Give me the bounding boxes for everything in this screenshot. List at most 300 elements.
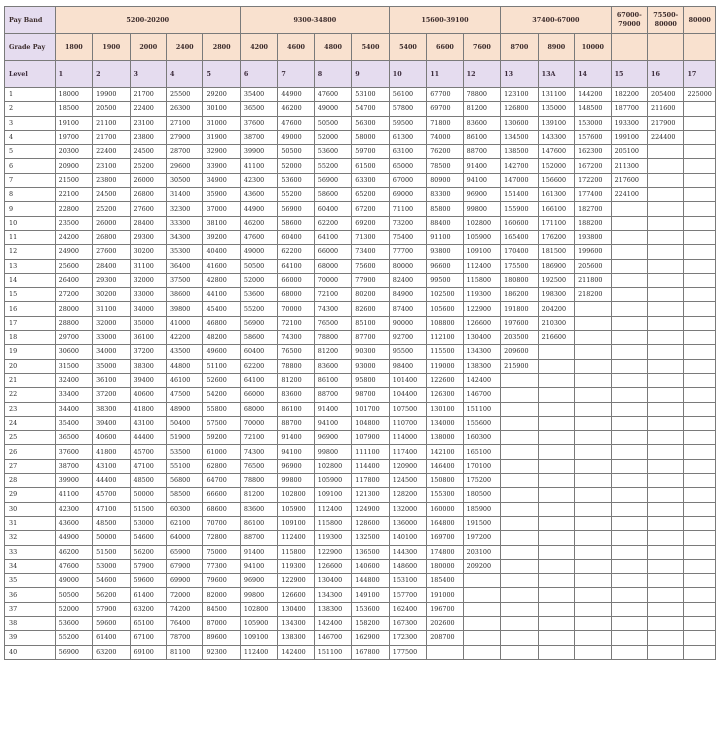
pay-cell: 24200 <box>55 230 92 244</box>
pay-cell <box>575 616 611 630</box>
level-cell: 16 <box>648 61 684 88</box>
pay-cell: 199600 <box>575 245 611 259</box>
pay-cell: 30100 <box>203 102 240 116</box>
pay-cell: 132500 <box>352 531 390 545</box>
pay-cell: 62100 <box>166 516 202 530</box>
pay-cell <box>648 616 684 630</box>
pay-cell: 88700 <box>240 531 277 545</box>
pay-cell: 41800 <box>93 445 130 459</box>
pay-cell: 169700 <box>427 531 463 545</box>
pay-cell: 119300 <box>278 559 314 573</box>
row-index-cell: 37 <box>5 602 56 616</box>
pay-cell: 185400 <box>427 574 463 588</box>
pay-cell: 160300 <box>463 431 501 445</box>
pay-cell <box>648 559 684 573</box>
pay-cell <box>611 545 647 559</box>
pay-cell: 81200 <box>463 102 501 116</box>
pay-cell: 83300 <box>427 188 463 202</box>
pay-band-cell: 80000 <box>684 7 716 34</box>
pay-cell <box>684 502 716 516</box>
pay-cell: 28800 <box>55 316 92 330</box>
pay-cell: 26400 <box>55 273 92 287</box>
pay-cell <box>501 502 538 516</box>
pay-cell: 74300 <box>240 445 277 459</box>
pay-matrix-table <box>4 6 716 660</box>
pay-cell: 128200 <box>389 488 426 502</box>
pay-cell <box>575 459 611 473</box>
pay-cell: 153600 <box>352 602 390 616</box>
pay-cell <box>463 588 501 602</box>
level-row <box>5 61 716 88</box>
pay-cell: 65200 <box>352 188 390 202</box>
pay-cell: 167800 <box>352 645 390 659</box>
pay-cell: 119000 <box>427 359 463 373</box>
pay-cell: 29600 <box>166 159 202 173</box>
pay-cell: 82600 <box>352 302 390 316</box>
pay-cell: 53600 <box>278 173 314 187</box>
table-row <box>5 645 716 659</box>
pay-cell: 94100 <box>240 559 277 573</box>
pay-cell <box>611 273 647 287</box>
pay-cell: 45400 <box>203 302 240 316</box>
pay-cell: 140100 <box>389 531 426 545</box>
level-cell: 13 <box>501 61 538 88</box>
pay-cell: 71800 <box>427 116 463 130</box>
pay-cell: 102800 <box>278 488 314 502</box>
pay-cell: 47600 <box>278 116 314 130</box>
pay-cell: 38300 <box>130 359 166 373</box>
pay-cell <box>501 431 538 445</box>
pay-cell: 115500 <box>427 345 463 359</box>
table-row <box>5 331 716 345</box>
pay-cell <box>501 531 538 545</box>
pay-cell <box>611 402 647 416</box>
table-row <box>5 516 716 530</box>
pay-cell: 34400 <box>55 402 92 416</box>
pay-cell: 42300 <box>240 173 277 187</box>
pay-cell <box>501 474 538 488</box>
pay-cell: 33000 <box>130 288 166 302</box>
pay-cell <box>611 431 647 445</box>
pay-cell: 27200 <box>55 288 92 302</box>
pay-cell: 50500 <box>314 116 351 130</box>
pay-cell: 162900 <box>352 631 390 645</box>
grade-pay-cell: 2000 <box>130 34 166 61</box>
pay-cell: 175200 <box>463 474 501 488</box>
pay-cell: 112100 <box>427 331 463 345</box>
table-row <box>5 259 716 273</box>
grade-pay-cell: 1800 <box>55 34 92 61</box>
pay-cell: 123100 <box>501 88 538 102</box>
pay-cell: 153100 <box>389 574 426 588</box>
pay-cell: 63200 <box>93 645 130 659</box>
pay-cell: 31400 <box>166 188 202 202</box>
pay-cell: 39900 <box>240 145 277 159</box>
pay-cell: 67900 <box>166 559 202 573</box>
pay-cell: 85800 <box>427 202 463 216</box>
pay-cell: 56900 <box>314 173 351 187</box>
row-index-cell: 24 <box>5 416 56 430</box>
pay-band-label: Pay Band <box>5 7 56 34</box>
pay-cell: 81200 <box>278 373 314 387</box>
pay-cell <box>575 516 611 530</box>
table-row <box>5 130 716 144</box>
pay-cell: 122900 <box>463 302 501 316</box>
pay-cell: 102800 <box>240 602 277 616</box>
pay-cell: 50500 <box>278 145 314 159</box>
pay-cell: 56200 <box>93 588 130 602</box>
pay-cell: 121300 <box>352 488 390 502</box>
pay-cell <box>684 345 716 359</box>
pay-cell: 89600 <box>203 631 240 645</box>
pay-cell: 102500 <box>427 288 463 302</box>
pay-cell: 99800 <box>278 474 314 488</box>
pay-cell: 122900 <box>278 574 314 588</box>
table-row <box>5 88 716 102</box>
pay-cell: 28400 <box>130 216 166 230</box>
pay-cell <box>538 488 574 502</box>
pay-cell: 42200 <box>166 331 202 345</box>
pay-cell <box>538 516 574 530</box>
pay-cell: 172200 <box>575 173 611 187</box>
pay-cell: 65000 <box>389 159 426 173</box>
pay-cell: 38600 <box>166 288 202 302</box>
pay-cell: 139100 <box>538 116 574 130</box>
pay-cell: 32000 <box>93 316 130 330</box>
pay-cell: 87700 <box>352 331 390 345</box>
pay-cell: 150800 <box>427 474 463 488</box>
pay-cell: 164800 <box>427 516 463 530</box>
pay-cell: 29300 <box>93 273 130 287</box>
pay-cell: 36500 <box>240 102 277 116</box>
pay-cell: 58600 <box>278 216 314 230</box>
pay-cell <box>575 631 611 645</box>
pay-cell: 53600 <box>55 616 92 630</box>
pay-cell: 90000 <box>389 316 426 330</box>
pay-cell: 70000 <box>314 273 351 287</box>
pay-cell: 209200 <box>463 559 501 573</box>
pay-cell: 198300 <box>538 288 574 302</box>
row-index-cell: 8 <box>5 188 56 202</box>
pay-cell: 71300 <box>352 230 390 244</box>
pay-cell: 205100 <box>611 145 647 159</box>
pay-cell: 53500 <box>166 445 202 459</box>
pay-cell: 58000 <box>352 130 390 144</box>
table-row <box>5 173 716 187</box>
pay-cell <box>538 531 574 545</box>
pay-cell <box>501 559 538 573</box>
pay-cell: 218200 <box>575 288 611 302</box>
pay-cell <box>611 373 647 387</box>
pay-cell: 52000 <box>278 159 314 173</box>
pay-cell: 180000 <box>427 559 463 573</box>
pay-cell: 60300 <box>166 502 202 516</box>
grade-pay-cell: 6600 <box>427 34 463 61</box>
pay-cell: 52000 <box>55 602 92 616</box>
pay-cell <box>575 445 611 459</box>
pay-cell: 62800 <box>203 459 240 473</box>
pay-cell: 31500 <box>55 359 92 373</box>
pay-cell: 19100 <box>55 116 92 130</box>
pay-cell <box>684 645 716 659</box>
pay-cell <box>684 331 716 345</box>
pay-cell: 162400 <box>389 602 426 616</box>
table-row <box>5 302 716 316</box>
pay-cell: 55200 <box>314 159 351 173</box>
level-cell: 6 <box>240 61 277 88</box>
pay-cell: 53000 <box>130 516 166 530</box>
pay-cell: 76500 <box>314 316 351 330</box>
pay-cell: 94100 <box>278 445 314 459</box>
pay-cell <box>611 202 647 216</box>
grade-pay-cell: 7600 <box>463 34 501 61</box>
pay-cell: 101400 <box>389 373 426 387</box>
row-index-cell: 3 <box>5 116 56 130</box>
pay-cell: 120900 <box>389 459 426 473</box>
pay-cell: 187700 <box>611 102 647 116</box>
pay-cell: 157700 <box>389 588 426 602</box>
pay-cell: 35000 <box>93 359 130 373</box>
pay-cell: 182200 <box>611 88 647 102</box>
pay-cell <box>501 416 538 430</box>
pay-cell <box>611 502 647 516</box>
pay-cell: 18500 <box>55 102 92 116</box>
pay-cell: 25200 <box>130 159 166 173</box>
pay-cell <box>575 416 611 430</box>
table-row <box>5 116 716 130</box>
pay-cell: 98700 <box>352 388 390 402</box>
pay-cell <box>648 273 684 287</box>
row-index-cell: 20 <box>5 359 56 373</box>
pay-cell: 193800 <box>575 230 611 244</box>
pay-cell: 115800 <box>463 273 501 287</box>
pay-cell: 128600 <box>352 516 390 530</box>
pay-cell <box>611 259 647 273</box>
row-index-cell: 35 <box>5 574 56 588</box>
pay-cell: 34000 <box>93 345 130 359</box>
level-cell: 2 <box>93 61 130 88</box>
pay-cell: 38700 <box>240 130 277 144</box>
pay-cell: 42800 <box>203 273 240 287</box>
pay-cell: 47600 <box>240 230 277 244</box>
pay-cell: 41600 <box>203 259 240 273</box>
pay-cell: 35000 <box>130 316 166 330</box>
pay-cell <box>611 574 647 588</box>
row-index-cell: 31 <box>5 516 56 530</box>
pay-cell <box>684 531 716 545</box>
table-row <box>5 602 716 616</box>
pay-band-cell: 37400-67000 <box>501 7 611 34</box>
level-cell: 14 <box>575 61 611 88</box>
table-row <box>5 545 716 559</box>
pay-cell: 124900 <box>352 502 390 516</box>
pay-cell: 186200 <box>501 288 538 302</box>
pay-cell: 32900 <box>203 145 240 159</box>
pay-cell: 96900 <box>314 431 351 445</box>
pay-cell: 99800 <box>314 445 351 459</box>
pay-cell: 224100 <box>611 188 647 202</box>
pay-cell: 144800 <box>352 574 390 588</box>
pay-cell: 104400 <box>389 388 426 402</box>
pay-cell: 92300 <box>203 645 240 659</box>
pay-cell <box>648 230 684 244</box>
pay-cell: 144200 <box>575 88 611 102</box>
pay-cell: 50500 <box>55 588 92 602</box>
table-row <box>5 373 716 387</box>
pay-cell: 23800 <box>130 130 166 144</box>
pay-cell <box>538 402 574 416</box>
pay-cell <box>648 188 684 202</box>
pay-cell: 42300 <box>55 502 92 516</box>
level-cell: 17 <box>684 61 716 88</box>
pay-cell <box>501 373 538 387</box>
pay-cell: 37200 <box>93 388 130 402</box>
pay-cell: 77300 <box>203 559 240 573</box>
row-index-cell: 39 <box>5 631 56 645</box>
pay-cell: 73200 <box>389 216 426 230</box>
pay-cell: 83600 <box>278 388 314 402</box>
pay-cell: 39400 <box>130 373 166 387</box>
grade-pay-cell: 8700 <box>501 34 538 61</box>
row-index-cell: 12 <box>5 245 56 259</box>
row-index-cell: 4 <box>5 130 56 144</box>
table-row <box>5 188 716 202</box>
table-row <box>5 102 716 116</box>
row-index-cell: 23 <box>5 402 56 416</box>
pay-cell: 110700 <box>389 416 426 430</box>
pay-cell: 119300 <box>463 288 501 302</box>
pay-cell: 63300 <box>352 173 390 187</box>
pay-cell <box>538 345 574 359</box>
pay-cell: 62200 <box>278 245 314 259</box>
pay-cell <box>575 488 611 502</box>
pay-cell: 79600 <box>203 574 240 588</box>
pay-cell: 29700 <box>55 331 92 345</box>
pay-cell: 34300 <box>166 230 202 244</box>
row-index-cell: 5 <box>5 145 56 159</box>
row-index-cell: 13 <box>5 259 56 273</box>
pay-cell <box>611 316 647 330</box>
pay-cell: 182700 <box>575 202 611 216</box>
table-row <box>5 488 716 502</box>
pay-cell: 51500 <box>130 502 166 516</box>
pay-cell: 23800 <box>93 173 130 187</box>
pay-cell: 48900 <box>166 402 202 416</box>
pay-cell <box>684 602 716 616</box>
pay-cell: 64100 <box>314 230 351 244</box>
pay-cell: 191800 <box>501 302 538 316</box>
pay-cell: 52000 <box>240 273 277 287</box>
pay-cell: 82000 <box>203 588 240 602</box>
pay-cell: 211300 <box>611 159 647 173</box>
pay-cell: 70000 <box>278 302 314 316</box>
pay-cell: 211800 <box>575 273 611 287</box>
pay-cell: 210300 <box>538 316 574 330</box>
pay-cell: 167200 <box>575 159 611 173</box>
pay-cell <box>648 488 684 502</box>
pay-cell: 148500 <box>575 102 611 116</box>
pay-cell: 69200 <box>352 216 390 230</box>
level-cell: 15 <box>611 61 647 88</box>
pay-cell: 81200 <box>240 488 277 502</box>
pay-cell: 136500 <box>352 545 390 559</box>
table-row <box>5 359 716 373</box>
row-index-cell: 30 <box>5 502 56 516</box>
pay-cell <box>611 474 647 488</box>
pay-cell <box>684 130 716 144</box>
pay-cell: 75400 <box>389 230 426 244</box>
pay-cell: 143300 <box>538 130 574 144</box>
pay-cell <box>538 574 574 588</box>
pay-cell: 162300 <box>575 145 611 159</box>
pay-cell: 49000 <box>55 574 92 588</box>
pay-cell: 167300 <box>389 616 426 630</box>
table-row <box>5 531 716 545</box>
table-row <box>5 388 716 402</box>
pay-cell <box>501 445 538 459</box>
pay-cell: 124500 <box>389 474 426 488</box>
pay-cell: 181500 <box>538 245 574 259</box>
pay-cell <box>648 302 684 316</box>
pay-cell: 138300 <box>463 359 501 373</box>
pay-cell: 112400 <box>240 645 277 659</box>
pay-cell: 45700 <box>130 445 166 459</box>
grade-pay-cell: 2400 <box>166 34 202 61</box>
pay-cell: 19700 <box>55 130 92 144</box>
pay-cell <box>684 259 716 273</box>
pay-cell: 114000 <box>389 431 426 445</box>
pay-cell: 38100 <box>203 216 240 230</box>
table-row <box>5 445 716 459</box>
pay-cell: 86100 <box>314 373 351 387</box>
pay-cell: 87400 <box>389 302 426 316</box>
pay-cell: 91400 <box>240 545 277 559</box>
pay-cell <box>538 474 574 488</box>
pay-cell: 158200 <box>352 616 390 630</box>
pay-cell: 43600 <box>240 188 277 202</box>
pay-cell: 151400 <box>501 188 538 202</box>
pay-cell: 131100 <box>538 88 574 102</box>
pay-cell: 155300 <box>427 488 463 502</box>
pay-cell: 140600 <box>352 559 390 573</box>
pay-cell: 78800 <box>240 474 277 488</box>
pay-cell <box>684 159 716 173</box>
pay-cell: 161300 <box>538 188 574 202</box>
pay-cell <box>538 373 574 387</box>
pay-cell: 37200 <box>130 345 166 359</box>
pay-cell: 69700 <box>427 102 463 116</box>
pay-cell: 177400 <box>575 188 611 202</box>
pay-cell: 72000 <box>166 588 202 602</box>
pay-cell <box>648 416 684 430</box>
pay-cell: 77700 <box>389 245 426 259</box>
pay-cell: 138500 <box>501 145 538 159</box>
pay-cell: 55100 <box>166 459 202 473</box>
pay-cell: 202600 <box>427 616 463 630</box>
pay-cell: 39900 <box>55 474 92 488</box>
level-cell: 13A <box>538 61 574 88</box>
pay-cell: 177500 <box>389 645 426 659</box>
pay-cell: 115800 <box>314 516 351 530</box>
pay-cell: 54600 <box>93 574 130 588</box>
pay-cell: 51500 <box>93 545 130 559</box>
pay-cell: 23500 <box>55 216 92 230</box>
pay-cell <box>575 531 611 545</box>
pay-cell: 105900 <box>240 616 277 630</box>
pay-cell <box>684 359 716 373</box>
pay-cell: 76200 <box>427 145 463 159</box>
pay-cell: 105900 <box>278 502 314 516</box>
